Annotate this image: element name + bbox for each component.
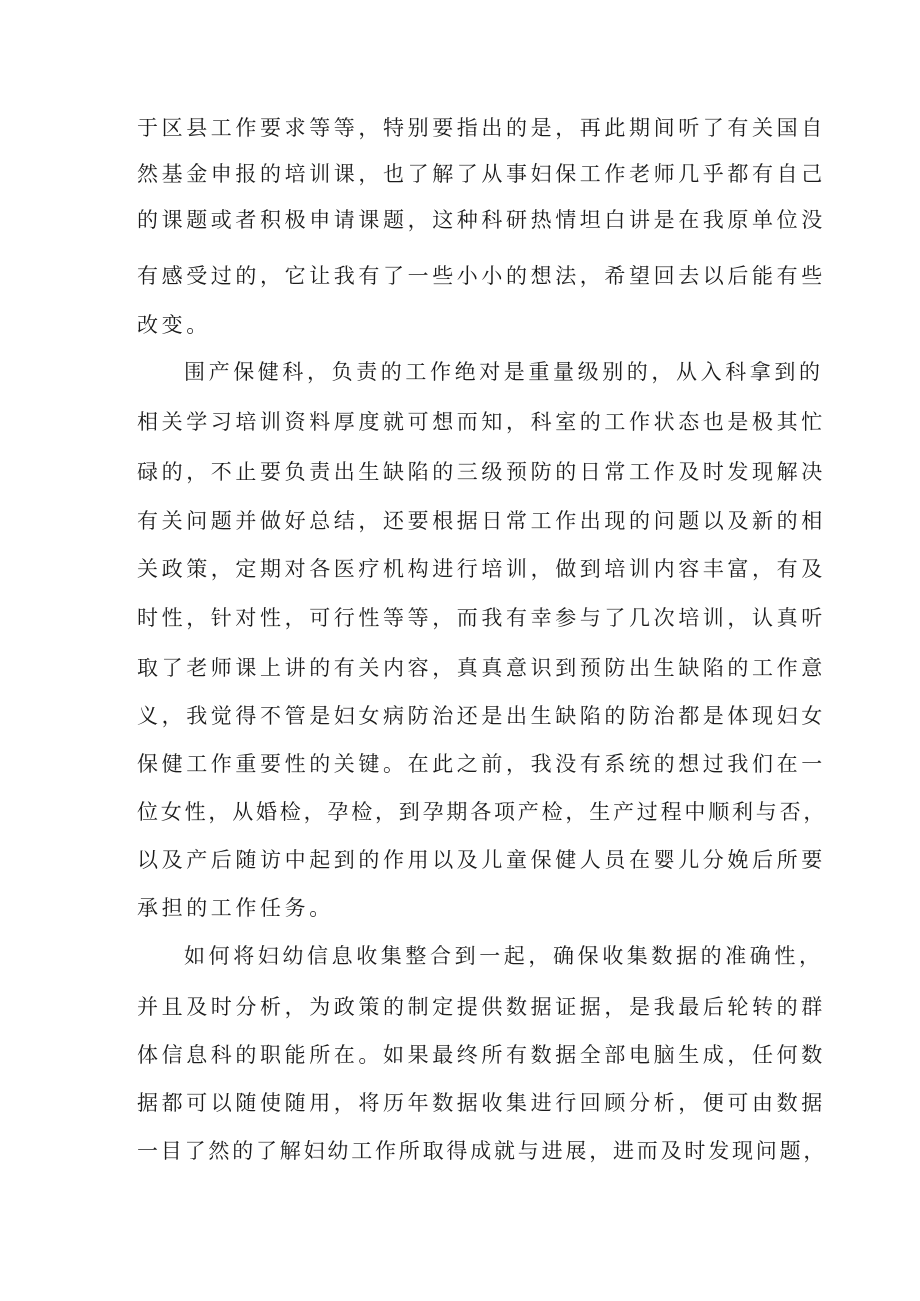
paragraph-2-line-4: 有关问题并做好总结，还要根据日常工作出现的问题以及新的相 xyxy=(137,509,826,533)
paragraph-1-line-3: 的课题或者积极申请课题，这种科研热情坦白讲是在我原单位没 xyxy=(137,208,826,232)
paragraph-1-line-1: 于区县工作要求等等，特别要指出的是，再此期间听了有关国自 xyxy=(137,116,826,140)
paragraph-1-line-2: 然基金申报的培训课，也了解了从事妇保工作老师几乎都有自己 xyxy=(137,162,826,186)
paragraph-2-line-8: 义，我觉得不管是妇女病防治还是出生缺陷的防治都是体现妇女 xyxy=(137,704,826,728)
paragraph-2-line-12: 承担的工作任务。 xyxy=(137,896,334,920)
paragraph-2-line-1: 围产保健科，负责的工作绝对是重量级别的，从入科拿到的 xyxy=(184,360,824,384)
paragraph-2-line-5: 关政策，定期对各医疗机构进行培训，做到培训内容丰富，有及 xyxy=(137,557,826,581)
paragraph-3-line-1: 如何将妇幼信息收集整合到一起，确保收集数据的准确性， xyxy=(184,944,824,968)
paragraph-2-line-6: 时性，针对性，可行性等等，而我有幸参与了几次培训，认真听 xyxy=(137,606,826,630)
paragraph-3-line-5: 一目了然的了解妇幼工作所取得成就与进展，进而及时发现问题， xyxy=(137,1139,828,1163)
paragraph-2-line-9: 保健工作重要性的关键。在此之前，我没有系统的想过我们在一 xyxy=(137,752,826,776)
paragraph-1-line-4: 有感受过的，它让我有了一些小小的想法，希望回去以后能有些 xyxy=(137,264,826,288)
paragraph-2-line-11: 以及产后随访中起到的作用以及儿童保健人员在婴儿分娩后所要 xyxy=(137,848,826,872)
paragraph-2-line-7: 取了老师课上讲的有关内容，真真意识到预防出生缺陷的工作意 xyxy=(137,656,826,680)
paragraph-3-line-3: 体信息科的职能所在。如果最终所有数据全部电脑生成，任何数 xyxy=(137,1043,826,1067)
paragraph-3-line-4: 据都可以随使随用，将历年数据收集进行回顾分析，便可由数据 xyxy=(137,1091,826,1115)
paragraph-2-line-3: 碌的，不止要负责出生缺陷的三级预防的日常工作及时发现解决 xyxy=(137,460,826,484)
paragraph-3-line-2: 并且及时分析，为政策的制定提供数据证据，是我最后轮转的群 xyxy=(137,995,826,1019)
paragraph-2-line-2: 相关学习培训资料厚度就可想而知，科室的工作状态也是极其忙 xyxy=(137,410,826,434)
paragraph-2-line-10: 位女性，从婚检，孕检，到孕期各项产检，生产过程中顺利与否， xyxy=(137,800,828,824)
paragraph-1-line-5: 改变。 xyxy=(137,313,211,337)
